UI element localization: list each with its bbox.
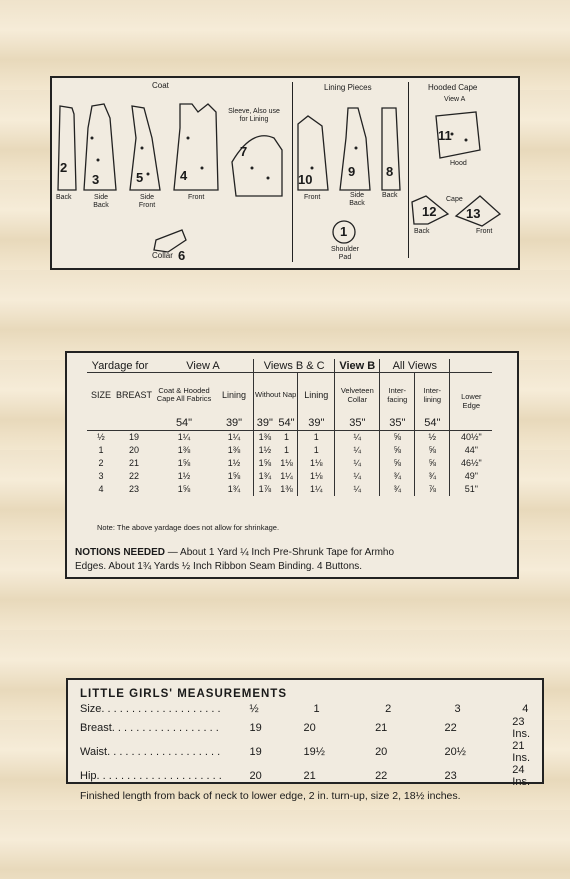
piece-label: Front: [304, 194, 321, 201]
cell: 3: [454, 703, 461, 715]
cell: 21: [303, 770, 316, 782]
cell: ¼: [335, 444, 380, 457]
cell: 20: [303, 722, 316, 734]
piece-number: 3: [92, 172, 100, 187]
yardage-panel: [65, 351, 519, 579]
cell: ⅝: [380, 444, 415, 457]
row-label: Breast. . . . . . . . . . . . . . . . . .: [80, 722, 219, 734]
cell: ⅝: [415, 444, 450, 457]
views-bc-header: Views B & C: [254, 359, 335, 373]
yardage-table: [87, 359, 492, 496]
cell: ½: [249, 703, 259, 715]
cell: 1½: [254, 444, 276, 457]
yardage-for-header: Yardage for: [91, 359, 149, 372]
cell: 20½: [444, 746, 466, 758]
cell: ¾: [380, 470, 415, 483]
cell: 1⅜: [254, 430, 276, 444]
row-label: Waist. . . . . . . . . . . . . . . . . . .: [80, 746, 221, 758]
cell: 19: [249, 746, 262, 758]
cell: 1¾: [254, 470, 276, 483]
table-row: [87, 457, 492, 470]
piece-number: 5: [136, 170, 144, 185]
piece-label: Side Front: [138, 194, 156, 209]
table-row: [80, 716, 530, 740]
cell: 1⅝: [177, 458, 191, 468]
cell: ¾: [380, 483, 415, 496]
cell: 46½": [450, 457, 493, 470]
yardage-note: Note: The above yardage does not allow for shrinkage.: [97, 523, 280, 532]
table-row: [80, 740, 530, 764]
col-lining-a: Lining: [222, 389, 247, 400]
row-label: Size. . . . . . . . . . . . . . . . . . . .: [80, 703, 221, 715]
cell: 1: [283, 432, 289, 442]
width-cell: 54": [278, 417, 295, 429]
cell: ½: [97, 432, 105, 442]
cell: 49": [450, 470, 493, 483]
cell: 1: [298, 430, 335, 444]
cell: ¼: [335, 483, 380, 496]
piece-number: 7: [240, 144, 248, 159]
column-divider: [292, 82, 293, 262]
piece-label: Front: [188, 194, 205, 201]
cell: 1⅝: [177, 484, 191, 494]
measurements-footnote: Finished length from back of neck to lower edge, 2 in. turn-up, size 2, 18½ inches.: [80, 790, 461, 802]
cell: 23 Ins.: [512, 716, 530, 740]
cell: 1: [98, 445, 104, 455]
piece-side-front-shape: [130, 106, 160, 190]
col-interlining: Inter-lining: [415, 373, 450, 417]
piece-number: 13: [466, 206, 481, 221]
pattern-pieces-drawing: [52, 78, 518, 268]
width-cell: 39": [225, 417, 243, 429]
cell: 1¾: [227, 484, 241, 494]
cell: 1¼: [280, 471, 293, 481]
notions-line-1: — About 1 Yard ¼ Inch Pre-Shrunk Tape for Armho: [167, 547, 395, 558]
col-coat: Coat & Hooded Cape All Fabrics: [156, 385, 212, 403]
coat-title: Coat: [152, 81, 169, 90]
cell: 1⅜: [227, 445, 241, 455]
cell: 40½": [450, 430, 493, 444]
table-row: [87, 470, 492, 483]
all-views-header: All Views: [380, 359, 450, 373]
cell: 1: [298, 444, 335, 457]
cell: 1⅞: [254, 483, 276, 496]
cell: 24 Ins.: [512, 764, 530, 788]
cell: 1¼: [177, 432, 191, 442]
table-row: [87, 444, 492, 457]
cell: 23: [129, 484, 140, 494]
col-size: SIZE: [90, 389, 111, 400]
hooded-cape-title: Hooded Cape: [428, 83, 478, 92]
piece-label: Back: [56, 194, 72, 201]
view-b-header: View B: [335, 359, 380, 373]
piece-label: Back: [414, 228, 430, 235]
piece-label: Shoulder Pad: [330, 246, 360, 261]
cell: 20: [249, 770, 262, 782]
piece-side-back-shape: [84, 104, 116, 190]
piece-label: Side Back: [93, 194, 109, 209]
cell: ⅝: [415, 457, 450, 470]
cell: 1½: [177, 471, 191, 481]
cell: ⅝: [380, 457, 415, 470]
cell: 20: [129, 445, 140, 455]
table-row: [87, 483, 492, 496]
width-cell: 35": [380, 417, 415, 431]
cell: 1⅛: [298, 457, 335, 470]
table-row: [80, 764, 530, 788]
cell: 51": [450, 483, 493, 496]
cell: 1½: [227, 458, 241, 468]
cell: 4: [98, 484, 104, 494]
notions-block: [75, 546, 519, 574]
piece-number: 10: [298, 172, 313, 187]
piece-number: 8: [386, 164, 394, 179]
col-lower-edge: Lower Edge: [450, 373, 493, 431]
pattern-pieces-panel: [50, 76, 520, 270]
width-cell: 39": [254, 417, 276, 431]
cell: 21: [129, 458, 140, 468]
row-label: Hip. . . . . . . . . . . . . . . . . . . . .: [80, 770, 222, 782]
width-cell: 54": [175, 417, 193, 429]
piece-back-shape: [58, 106, 76, 190]
cell: 1⅝: [254, 457, 276, 470]
measurements-title: LITTLE GIRLS' MEASUREMENTS: [80, 688, 287, 700]
lining-pieces-title: Lining Pieces: [324, 83, 372, 92]
cell: 1¼: [298, 483, 335, 496]
cell: 22: [375, 770, 388, 782]
cell: 19½: [303, 746, 325, 758]
piece-label: Front: [476, 228, 493, 235]
cell: ⅝: [380, 430, 415, 444]
measurements-table: [80, 702, 530, 788]
cell: ¾: [415, 470, 450, 483]
piece-number: 11: [438, 128, 452, 143]
view-a-header: View A: [186, 359, 220, 372]
cell: ¼: [335, 457, 380, 470]
cell: ½: [415, 430, 450, 444]
cell: 22: [444, 722, 457, 734]
piece-label: Collar: [152, 251, 173, 260]
cell: 4: [522, 703, 529, 715]
measurements-panel: [66, 678, 544, 802]
notions-line-2: Edges. About 1¾ Yards ½ Inch Ribbon Seam Binding. 4 Buttons.: [75, 561, 363, 572]
cell: 1⅛: [280, 458, 293, 468]
cell: 2: [385, 703, 392, 715]
view-a-label: View A: [444, 96, 466, 103]
cell: 1⅝: [227, 471, 241, 481]
piece-number: 1: [340, 224, 348, 239]
table-row: [80, 702, 530, 716]
col-without-nap: Without Nap: [254, 373, 298, 417]
cell: 23: [444, 770, 457, 782]
cell: 2: [98, 458, 104, 468]
width-cell: 39": [298, 417, 335, 431]
column-divider: [408, 82, 409, 258]
piece-number: 12: [422, 204, 437, 219]
cell: 1: [313, 703, 320, 715]
col-lining-bc: Lining: [298, 373, 335, 417]
cell: ¼: [335, 470, 380, 483]
cell: ¼: [335, 430, 380, 444]
piece-number: 2: [60, 160, 68, 175]
notions-heading: NOTIONS NEEDED: [75, 547, 166, 558]
piece-number: 9: [348, 164, 356, 179]
cell: 19: [249, 722, 262, 734]
col-breast: BREAST: [116, 389, 153, 400]
piece-label: Hood: [450, 160, 467, 167]
col-collar: Velveteen Collar: [335, 373, 380, 417]
cell: 44": [450, 444, 493, 457]
cell: 21: [375, 722, 388, 734]
table-row: [87, 430, 492, 444]
piece-number: 6: [178, 248, 186, 263]
cell: 1⅛: [298, 470, 335, 483]
cell: 3: [98, 471, 104, 481]
sleeve-label: Sleeve, Also use for Lining: [228, 108, 280, 123]
cell: 20: [375, 746, 388, 758]
cell: 21 Ins.: [512, 740, 530, 764]
cell: 1⅜: [177, 445, 191, 455]
cell: 1: [283, 445, 289, 455]
width-cell: 54": [415, 417, 450, 431]
col-interfacing: Inter-facing: [380, 373, 415, 417]
cell: 19: [129, 432, 140, 442]
cell: 1⅜: [280, 484, 293, 494]
cell: 1¼: [227, 432, 241, 442]
width-cell: 35": [335, 417, 380, 431]
piece-label: Back: [382, 192, 398, 199]
cell: ⅞: [415, 483, 450, 496]
cell: 22: [129, 471, 140, 481]
cape-label: Cape: [446, 196, 463, 203]
piece-number: 4: [180, 168, 188, 183]
piece-label: Side Back: [349, 192, 365, 207]
